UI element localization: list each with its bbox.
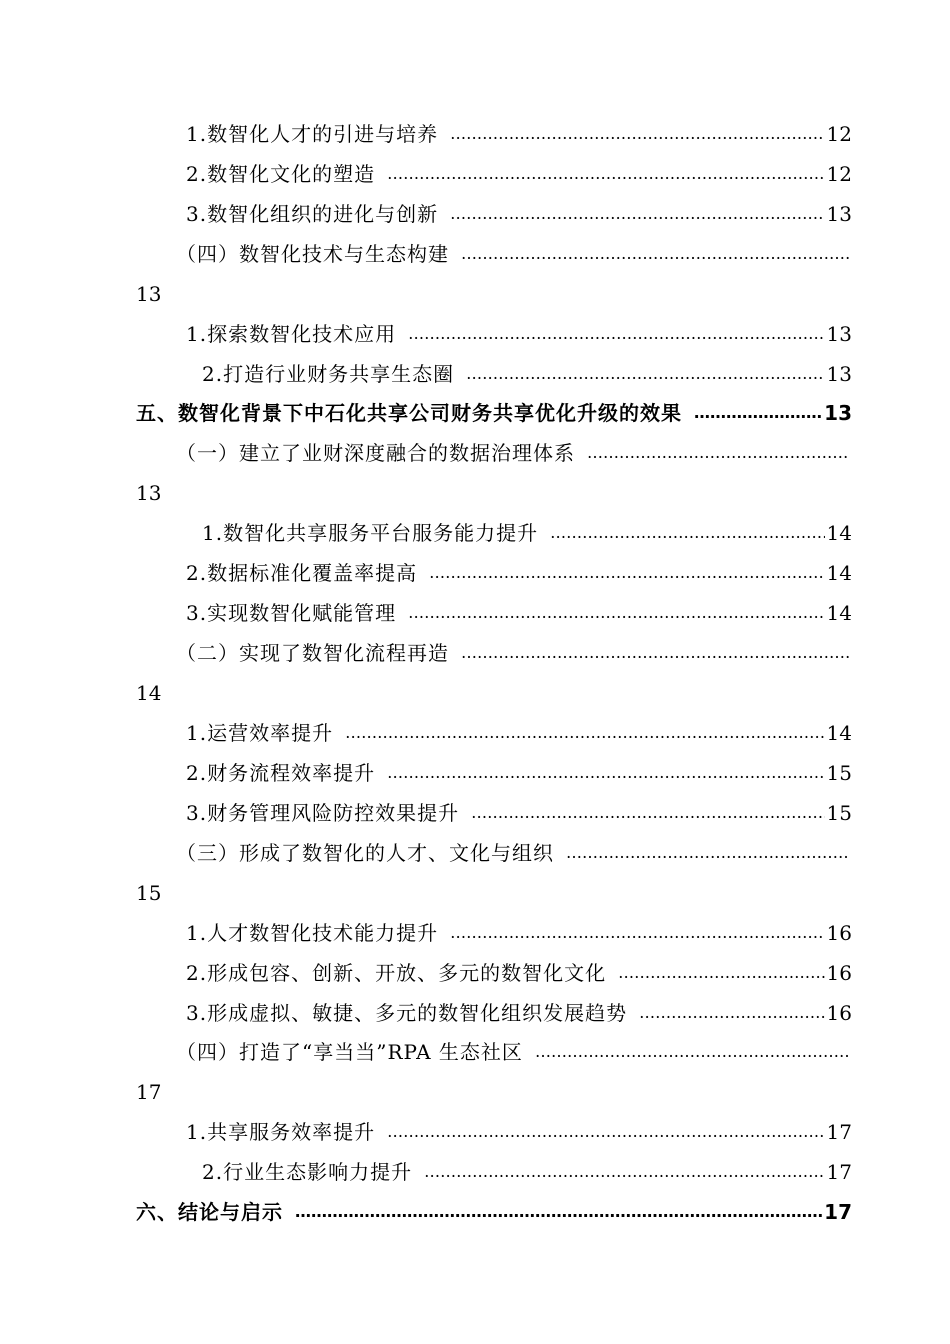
toc-leader-dots [408, 597, 824, 629]
toc-entry-title: 1.运营效率提升 [186, 721, 334, 745]
toc-entry-page: 16 [826, 921, 852, 945]
toc-entry [176, 238, 850, 270]
toc-entry-title: 3.实现数智化赋能管理 [186, 601, 397, 625]
toc-entry-title: 1.数智化共享服务平台服务能力提升 [202, 521, 539, 545]
toc-entry [202, 358, 852, 390]
toc-entry-page: 17 [824, 1200, 852, 1224]
toc-entry [202, 1156, 852, 1188]
toc-leader-dots [587, 437, 850, 469]
toc-leader-dots [535, 1036, 850, 1068]
toc-entry [202, 517, 852, 549]
toc-leader-dots [387, 158, 824, 190]
toc-leader-dots [424, 1156, 824, 1188]
toc-entry [176, 637, 850, 669]
toc-entry-page-wrapped: 14 [136, 681, 162, 705]
toc-leader-dots [461, 637, 850, 669]
toc-leader-dots [461, 238, 850, 270]
toc-entry-title: （四）打造了“享当当”RPA 生态社区 [176, 1040, 523, 1064]
toc-entry-title: （三）形成了数智化的人才、文化与组织 [176, 841, 554, 865]
toc-leader-dots [550, 517, 824, 549]
toc-entry-title: 六、结论与启示 [136, 1200, 283, 1224]
toc-entry-page: 17 [826, 1160, 852, 1184]
toc-entry [186, 118, 852, 150]
toc-entry-title: 1.人才数智化技术能力提升 [186, 921, 439, 945]
toc-entry-page: 14 [826, 601, 852, 625]
toc-entry-title: 1.探索数智化技术应用 [186, 322, 397, 346]
toc-chapter-entry [136, 397, 852, 429]
toc-leader-dots [295, 1196, 822, 1228]
toc-entry-page-wrapped: 13 [136, 481, 162, 505]
toc-leader-dots [345, 717, 824, 749]
toc-leader-dots [408, 318, 824, 350]
toc-entry [176, 1036, 850, 1068]
toc-entry-page: 15 [826, 761, 852, 785]
toc-entry-page-wrapped: 15 [136, 881, 162, 905]
toc-entry-page: 17 [826, 1120, 852, 1144]
toc-entry-title: 3.财务管理风险防控效果提升 [186, 801, 460, 825]
toc-entry [186, 957, 852, 989]
toc-entry-title: （一）建立了业财深度融合的数据治理体系 [176, 441, 575, 465]
toc-leader-dots [566, 837, 850, 869]
toc-entry-title: 2.财务流程效率提升 [186, 761, 376, 785]
toc-entry-page-wrapped: 17 [136, 1080, 162, 1104]
toc-entry-page: 16 [826, 1001, 852, 1025]
toc-entry [186, 757, 852, 789]
toc-entry [186, 158, 852, 190]
toc-entry-title: 2.数据标准化覆盖率提高 [186, 561, 418, 585]
toc-leader-dots [466, 358, 824, 390]
toc-leader-dots [639, 997, 824, 1029]
toc-entry [176, 837, 850, 869]
toc-leader-dots [387, 757, 824, 789]
toc-chapter-entry [136, 1196, 852, 1228]
toc-leader-dots [450, 198, 824, 230]
toc-entry-title: 2.行业生态影响力提升 [202, 1160, 413, 1184]
toc-entry [186, 917, 852, 949]
toc-entry-page: 16 [826, 961, 852, 985]
toc-entry-page-wrapped: 13 [136, 282, 162, 306]
toc-leader-dots [694, 397, 822, 429]
toc-entry-page: 13 [826, 362, 852, 386]
toc-entry-title: 3.数智化组织的进化与创新 [186, 202, 439, 226]
toc-entry [186, 597, 852, 629]
toc-leader-dots [429, 557, 824, 589]
toc-entry-page: 13 [826, 202, 852, 226]
toc-entry [186, 198, 852, 230]
toc-entry-page: 14 [826, 521, 852, 545]
toc-entry-title: （二）实现了数智化流程再造 [176, 641, 449, 665]
toc-entry-title: 1.数智化人才的引进与培养 [186, 122, 439, 146]
toc-entry [186, 318, 852, 350]
toc-entry-title: （四）数智化技术与生态构建 [176, 242, 449, 266]
toc-entry [186, 717, 852, 749]
toc-entry [186, 1116, 852, 1148]
toc-entry-title: 2.形成包容、创新、开放、多元的数智化文化 [186, 961, 607, 985]
toc-leader-dots [387, 1116, 824, 1148]
toc-entry-page: 14 [826, 561, 852, 585]
toc-entry-title: 3.形成虚拟、敏捷、多元的数智化组织发展趋势 [186, 1001, 628, 1025]
toc-entry-title: 五、数智化背景下中石化共享公司财务共享优化升级的效果 [136, 401, 682, 425]
toc-entry [176, 437, 850, 469]
toc-leader-dots [471, 797, 824, 829]
toc-entry-page: 15 [826, 801, 852, 825]
toc-entry-page: 12 [826, 162, 852, 186]
toc-entry [186, 997, 852, 1029]
toc-leader-dots [450, 917, 824, 949]
toc-leader-dots [450, 118, 824, 150]
toc-entry-title: 1.共享服务效率提升 [186, 1120, 376, 1144]
toc-entry-title: 2.打造行业财务共享生态圈 [202, 362, 455, 386]
toc-entry-page: 12 [826, 122, 852, 146]
toc-leader-dots [618, 957, 824, 989]
toc-entry [186, 557, 852, 589]
toc-entry-page: 14 [826, 721, 852, 745]
toc-entry-page: 13 [824, 401, 852, 425]
toc-entry-page: 13 [826, 322, 852, 346]
toc-entry-title: 2.数智化文化的塑造 [186, 162, 376, 186]
toc-entry [186, 797, 852, 829]
